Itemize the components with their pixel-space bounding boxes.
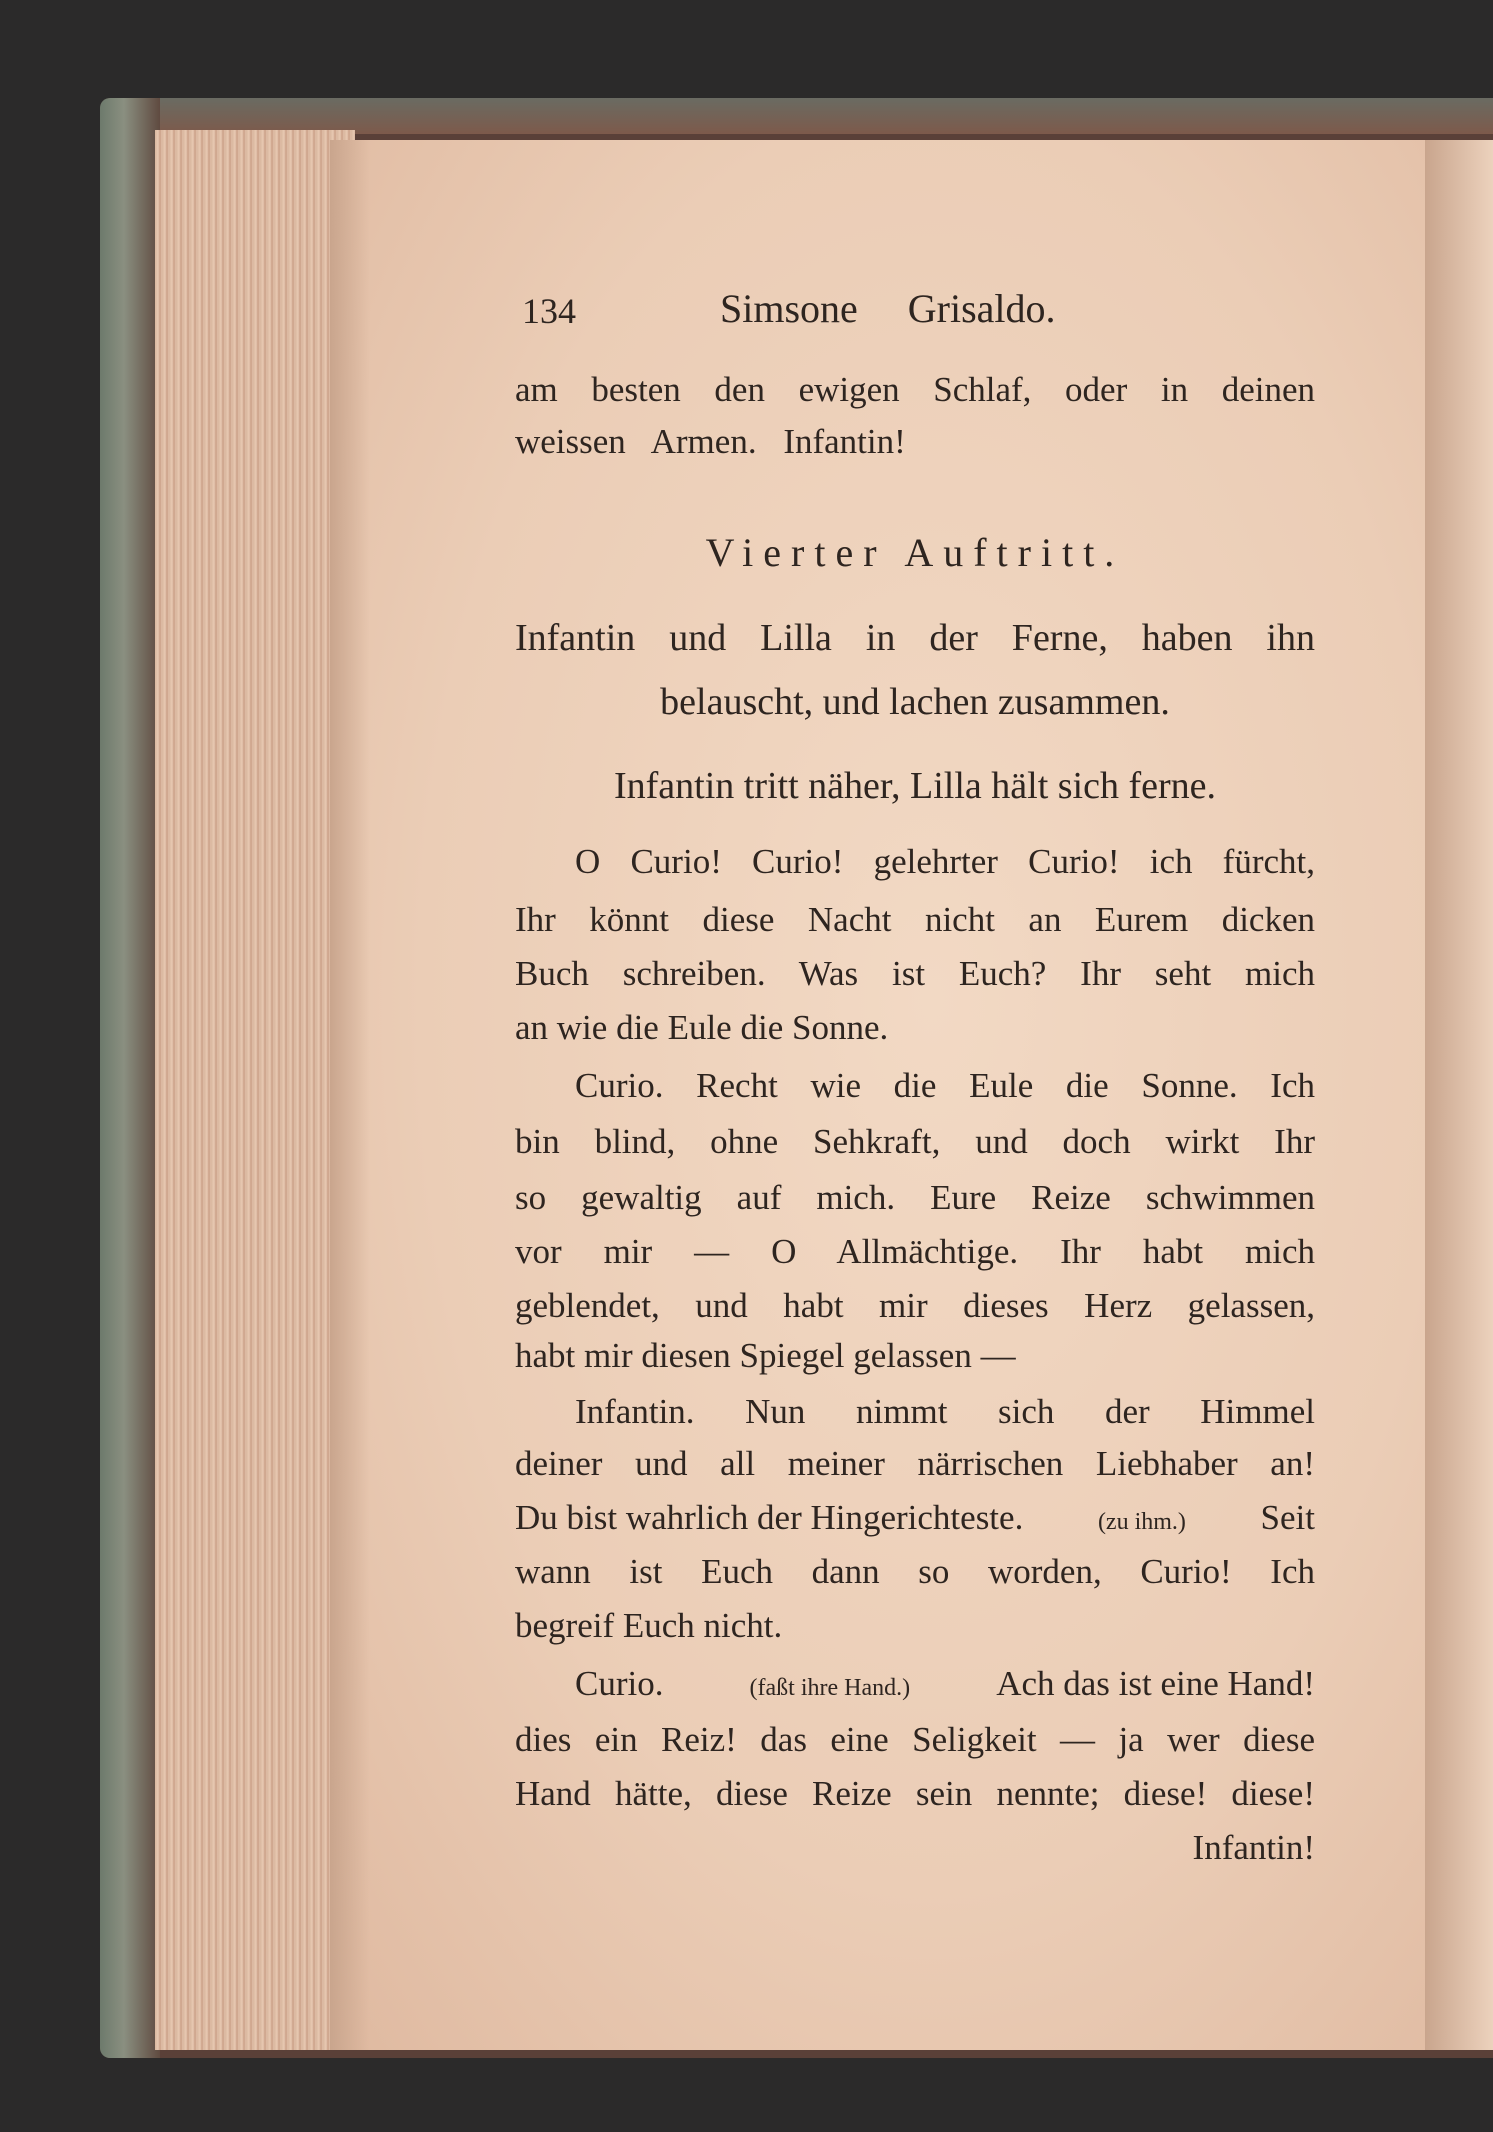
scene-heading: Vierter Auftritt. [705,530,1125,575]
page-edges [155,130,355,2050]
stage-direction-inline: (zu ihm.) [1097,1509,1186,1535]
text-line: weissen Armen. Infantin! [515,422,906,461]
book-cover-top [160,98,1493,134]
page-number: 134 [522,291,576,331]
stage-direction-inline: (faßt ihre Hand.) [749,1675,911,1701]
text-line: vor mir — O Allmächtige. Ihr habt mich [515,1232,1315,1271]
text-line: dies ein Reiz! das eine Seligkeit — ja wer diese [515,1720,1315,1759]
text-line: wann ist Euch dann so worden, Curio! Ich [515,1552,1315,1591]
text-line: bin blind, ohne Sehkraft, und doch wirkt Ihr [515,1122,1315,1161]
page-gutter [330,140,370,2050]
running-title: Simsone Grisaldo. [720,286,1056,331]
text-line: begreif Euch nicht. [515,1606,783,1645]
text-line [515,1496,1315,1540]
text-line: Ihr könnt diese Nacht nicht an Eurem dicken [515,900,1315,939]
text-line: an wie die Eule die Sonne. [515,1008,889,1047]
text-line: O Curio! Curio! gelehrter Curio! ich fürcht, [575,842,1315,881]
facing-page-edge [1425,140,1493,2050]
text-line: Infantin. Nun nimmt sich der Himmel [575,1392,1315,1431]
text-line [515,1662,1315,1706]
text-line: Curio. Recht wie die Eule die Sonne. Ich [575,1066,1315,1105]
text-line: Buch schreiben. Was ist Euch? Ihr seht mich [515,954,1315,993]
book-spine-edge [100,98,160,2058]
text-line: geblendet, und habt mir dieses Herz gelassen, [515,1286,1315,1325]
text-line: deiner und all meiner närrischen Liebhaber an! [515,1444,1315,1483]
text-line: Hand hätte, diese Reize sein nennte; diese! diese! [515,1774,1315,1813]
text-line: so gewaltig auf mich. Eure Reize schwimmen [515,1178,1315,1217]
text-line: am besten den ewigen Schlaf, oder in deinen [515,370,1315,409]
stage-direction: belauscht, und lachen zusammen. [660,681,1170,723]
text-segment: Seit [1260,1498,1315,1537]
text-line: Infantin! [1192,1828,1315,1867]
stage-direction: Infantin und Lilla in der Ferne, haben ihn [515,617,1315,659]
text-segment: Ach das ist eine Hand! [996,1664,1315,1703]
text-line: habt mir diesen Spiegel gelassen — [515,1336,1016,1375]
text-segment: Du bist wahrlich der Hingerichteste. [515,1498,1024,1537]
stage-direction: Infantin tritt näher, Lilla hält sich ferne. [613,765,1217,807]
speaker-name: Curio. [575,1664,664,1703]
